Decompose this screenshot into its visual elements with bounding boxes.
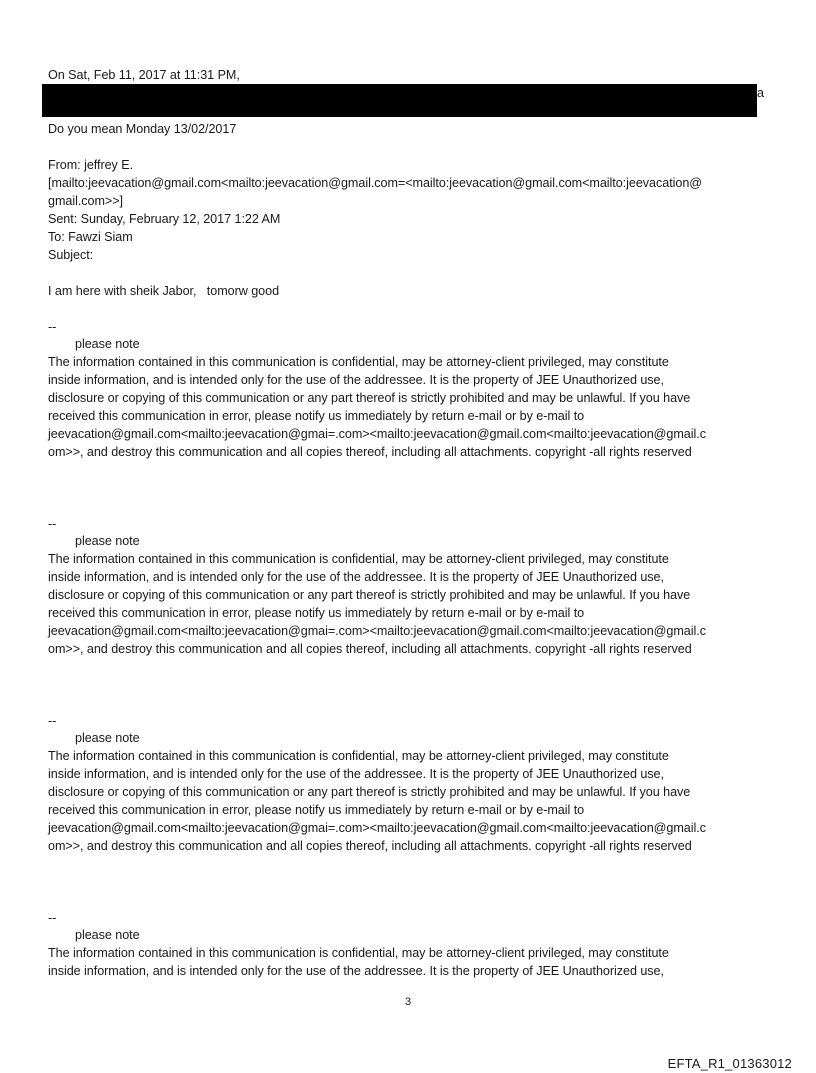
page-number: 3 — [404, 996, 412, 1008]
disclaimer-line: om>>, and destroy this communication and all copies thereof, including all attachments. copyright -all rights reserved — [48, 642, 692, 656]
subject-line: Subject: — [48, 248, 94, 262]
email-body: I am here with sheik Jabor, tomorw good — [48, 284, 280, 298]
disclaimer-line: The information contained in this communication is confidential, may be attorney-client privileged, may constitute — [48, 552, 669, 566]
disclaimer-line: inside information, and is intended only for the use of the addressee. It is the property of JEE Unauthorized use, — [48, 570, 664, 584]
redaction-tail-text: a — [757, 86, 765, 100]
disclaimer-line: received this communication in error, please notify us immediately by return e-mail or by e-mail to — [48, 803, 585, 817]
disclaimer-line: disclosure or copying of this communication or any part thereof is strictly prohibited and may be unlawful. If you have — [48, 785, 691, 799]
reply-body: Do you mean Monday 13/02/2017 — [48, 122, 237, 136]
disclaimer-line: jeevacation@gmail.com<mailto:jeevacation@gmai=.com><mailto:jeevacation@gmail.com<mailto:jeevacation@gmail.c — [48, 427, 706, 441]
disclaimer-line: inside information, and is intended only for the use of the addressee. It is the property of JEE Unauthorized use, — [48, 767, 664, 781]
disclaimer-heading: please note — [75, 337, 140, 351]
redaction-bar — [42, 84, 757, 117]
bates-number: EFTA_R1_01363012 — [667, 1056, 792, 1071]
disclaimer-heading: please note — [75, 731, 140, 745]
disclaimer-line: inside information, and is intended only for the use of the addressee. It is the property of JEE Unauthorized use, — [48, 964, 664, 978]
disclaimer-line: The information contained in this communication is confidential, may be attorney-client privileged, may constitute — [48, 355, 669, 369]
disclaimer-line: inside information, and is intended only for the use of the addressee. It is the property of JEE Unauthorized use, — [48, 373, 664, 387]
disclaimer-line: The information contained in this communication is confidential, may be attorney-client privileged, may constitute — [48, 946, 669, 960]
disclaimer-separator: -- — [48, 911, 57, 925]
disclaimer-line: disclosure or copying of this communication or any part thereof is strictly prohibited and may be unlawful. If you have — [48, 588, 691, 602]
disclaimer-separator: -- — [48, 517, 57, 531]
disclaimer-heading: please note — [75, 928, 140, 942]
disclaimer-line: om>>, and destroy this communication and all copies thereof, including all attachments. copyright -all rights reserved — [48, 445, 692, 459]
disclaimer-line: om>>, and destroy this communication and all copies thereof, including all attachments. copyright -all rights reserved — [48, 839, 692, 853]
sent-line: Sent: Sunday, February 12, 2017 1:22 AM — [48, 212, 281, 226]
disclaimer-line: jeevacation@gmail.com<mailto:jeevacation@gmai=.com><mailto:jeevacation@gmail.com<mailto:jeevacation@gmail.c — [48, 624, 706, 638]
disclaimer-separator: -- — [48, 320, 57, 334]
disclaimer-line: received this communication in error, please notify us immediately by return e-mail or by e-mail to — [48, 606, 585, 620]
disclaimer-line: disclosure or copying of this communication or any part thereof is strictly prohibited and may be unlawful. If you have — [48, 391, 691, 405]
email-date-line: On Sat, Feb 11, 2017 at 11:31 PM, — [48, 68, 240, 82]
disclaimer-separator: -- — [48, 714, 57, 728]
disclaimer-heading: please note — [75, 534, 140, 548]
mailto-line-1: [mailto:jeevacation@gmail.com<mailto:jeevacation@gmail.com=<mailto:jeevacation@gmail.com<mailto:jeevacation@ — [48, 176, 703, 190]
mailto-line-2: gmail.com>>] — [48, 194, 123, 208]
disclaimer-line: jeevacation@gmail.com<mailto:jeevacation@gmai=.com><mailto:jeevacation@gmail.com<mailto:jeevacation@gmail.c — [48, 821, 706, 835]
to-line: To: Fawzi Siam — [48, 230, 133, 244]
disclaimer-line: The information contained in this communication is confidential, may be attorney-client privileged, may constitute — [48, 749, 669, 763]
disclaimer-line: received this communication in error, please notify us immediately by return e-mail or by e-mail to — [48, 409, 585, 423]
from-line: From: jeffrey E. — [48, 158, 134, 172]
